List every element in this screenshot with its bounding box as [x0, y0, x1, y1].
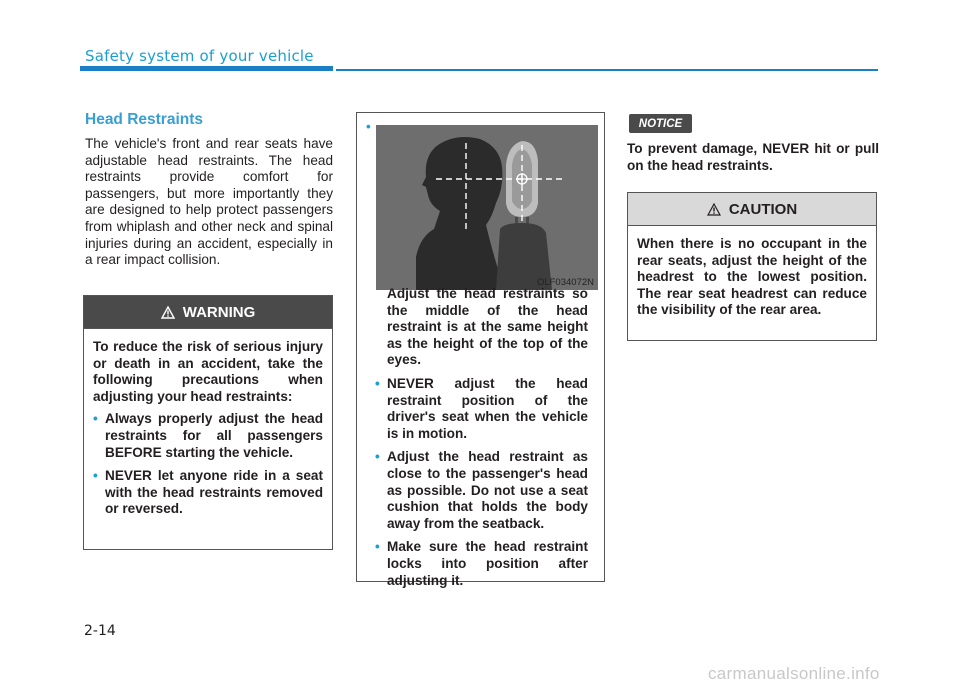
warning-label: WARNING — [182, 303, 256, 321]
notice-text: To prevent damage, NEVER hit or pull on the head restraints. — [627, 141, 879, 173]
caution-body — [628, 226, 876, 319]
list-item: • NEVER adjust the head restraint position of the driver's seat when the vehicle is in motion. — [375, 376, 588, 442]
warning-list — [93, 411, 323, 518]
list-item: • NEVER let anyone ride in a seat with the head restraints removed or reversed. — [93, 468, 323, 518]
head-restraint-tips-box — [356, 112, 605, 588]
header-rule-thick — [80, 66, 333, 71]
figure-code: OLF034072N — [536, 277, 594, 288]
caution-box — [627, 192, 877, 341]
lead-tip: Adjust the head restraints so the middle of the head restraint is at the same height as the height of the top of the eyes. — [387, 286, 588, 368]
warning-triangle-icon — [161, 306, 175, 319]
tips-body — [366, 286, 597, 596]
warning-triangle-icon — [707, 203, 721, 216]
page-number: 2-14 — [84, 623, 116, 639]
caution-text: When there is no occupant in the rear seats, adjust the height of the headrest to the lowest position. The rear seat headrest can reduce the visibility of the rear area. — [637, 236, 867, 318]
head-restraint-figure — [376, 125, 598, 290]
warning-box — [83, 295, 333, 550]
watermark: carmanualsonline.info — [708, 664, 880, 683]
caution-header — [628, 193, 876, 226]
list-item: • Always properly adjust the head restraints for all passengers BEFORE starting the vehicle. — [93, 411, 323, 461]
head-restraint-illustration — [376, 125, 598, 290]
warning-body — [84, 329, 332, 518]
list-item: • Adjust the head restraint as close to the passenger's head as possible. Do not use a seat cushion that holds the body away from the seatback. — [375, 449, 588, 532]
bullet-marker: • — [366, 119, 371, 134]
warning-intro: To reduce the risk of serious injury or death in an accident, take the following precautions when adjusting your head restraints: — [93, 339, 323, 404]
list-item: • Make sure the head restraint locks into position after adjusting it. — [375, 539, 588, 589]
chapter-header: Safety system of your vehicle — [85, 47, 314, 65]
tips-list — [375, 376, 588, 589]
notice-badge: NOTICE — [629, 114, 692, 133]
intro-paragraph: The vehicle's front and rear seats have adjustable head restraints. The head restraints provide comfort for passengers, but more importantly they are designed to help protect passengers from whiplash and other neck and spinal injuries during an accident, especially in a rear impact collision. — [85, 136, 333, 268]
header-rule-thin — [336, 69, 878, 71]
section-title: Head Restraints — [85, 111, 204, 128]
warning-header — [84, 296, 332, 329]
caution-label: CAUTION — [728, 200, 798, 218]
